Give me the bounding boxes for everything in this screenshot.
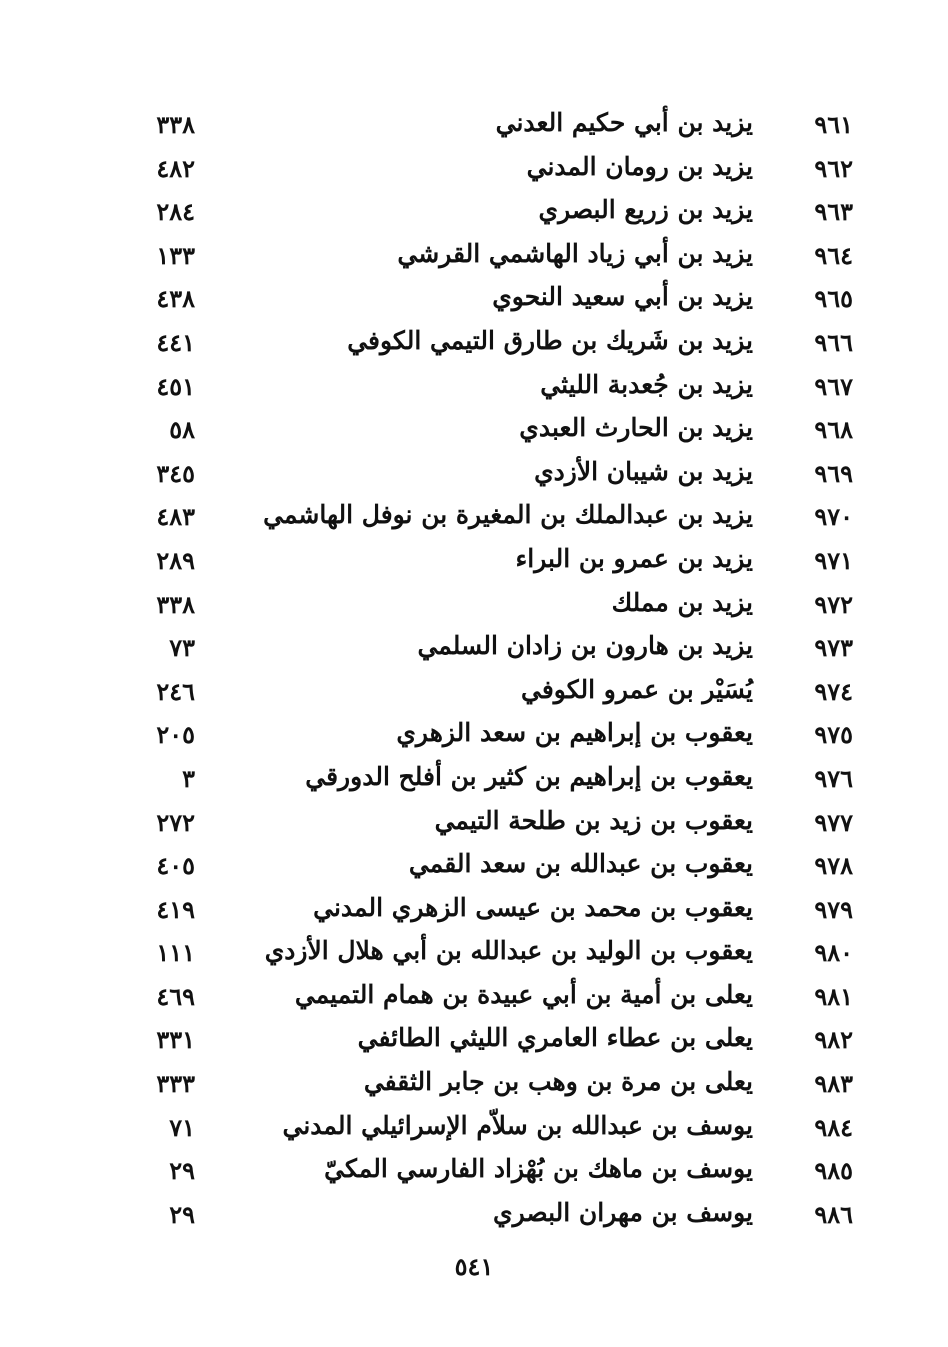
entry-name: يوسف بن ماهك بن بُهْزاد الفارسي المكيّ [324, 1154, 753, 1184]
list-item [0, 758, 948, 802]
entry-number: ٩٨٠ [814, 938, 853, 968]
list-item [0, 845, 948, 889]
entry-name: يزيد بن عبدالملك بن المغيرة بن نوفل الهاشمي [263, 500, 753, 530]
list-item [0, 322, 948, 366]
entry-page: ١٣٣ [156, 240, 195, 270]
entry-name: يزيد بن هارون بن زادان السلمي [417, 631, 753, 661]
list-item [0, 540, 948, 584]
entry-page: ٣٣٨ [156, 110, 195, 139]
entry-name: يعلى بن أمية بن أبي عبيدة بن همام التميمي [294, 979, 753, 1009]
index-list [0, 104, 948, 1237]
list-item [0, 235, 948, 279]
entry-number: ٩٦٤ [814, 240, 853, 270]
list-item [0, 104, 948, 148]
entry-page: ٤٨٢ [156, 153, 195, 183]
list-item [0, 627, 948, 671]
entry-number: ٩٧٩ [814, 894, 853, 924]
entry-name: يوسف بن عبدالله بن سلاّم الإسرائيلي المدني [282, 1110, 753, 1140]
entry-number: ٩٧٧ [814, 807, 853, 837]
entry-number: ٩٦٢ [814, 153, 853, 183]
entry-number: ٩٨١ [814, 981, 853, 1011]
entry-name: يعقوب بن زيد بن طلحة التيمي [434, 805, 753, 835]
list-item [0, 584, 948, 628]
list-item [0, 409, 948, 453]
entry-name: يزيد بن عمرو بن البراء [515, 543, 753, 573]
list-item [0, 802, 948, 846]
entry-page: ٢٠٥ [156, 720, 195, 750]
entry-name: يعقوب بن عبدالله بن سعد القمي [408, 849, 753, 879]
entry-page: ٤٥١ [156, 371, 195, 401]
entry-name: يزيد بن شَريك بن طارق التيمي الكوفي [347, 325, 753, 355]
entry-name: يزيد بن أبي سعيد النحوي [492, 282, 753, 312]
entry-page: ٢٨٤ [156, 197, 195, 227]
entry-number: ٩٦٧ [814, 371, 853, 401]
entry-number: ٩٧٠ [814, 502, 853, 532]
list-item [0, 1194, 948, 1238]
entry-page: ٧١ [169, 1112, 195, 1142]
list-item [0, 191, 948, 235]
entry-number: ٩٧٨ [814, 851, 853, 881]
entry-page: ٤٨٣ [156, 502, 195, 532]
entry-name: يعلى بن مرة بن وهب بن جابر الثقفي [363, 1067, 753, 1097]
entry-page: ٧٣ [169, 633, 195, 663]
list-item [0, 889, 948, 933]
list-item [0, 278, 948, 322]
entry-page: ٣٤٥ [156, 458, 195, 488]
entry-name: يُسَيْر بن عمرو الكوفي [520, 674, 753, 704]
list-item [0, 1019, 948, 1063]
list-item [0, 1063, 948, 1107]
entry-page: ٤٤١ [156, 327, 195, 357]
entry-name: يعلى بن عطاء العامري الليثي الطائفي [357, 1023, 753, 1053]
entry-name: يعقوب بن إبراهيم بن سعد الزهري [396, 718, 753, 748]
entry-page: ٢٨٩ [156, 545, 195, 575]
entry-page: ٤١٩ [156, 894, 195, 924]
list-item [0, 932, 948, 976]
entry-number: ٩٨٥ [814, 1156, 853, 1186]
entry-number: ٩٨٤ [814, 1112, 853, 1142]
entry-name: يزيد بن أبي زياد الهاشمي القرشي [397, 238, 753, 268]
entry-number: ٩٧٥ [814, 720, 853, 750]
entry-name: يزيد بن شيبان الأزدي [534, 456, 753, 486]
entry-page: ٤٠٥ [156, 851, 195, 881]
entry-number: ٩٧٢ [814, 589, 853, 619]
entry-page: ٣٣١ [156, 1025, 195, 1055]
list-item [0, 148, 948, 192]
entry-number: ٩٦٣ [814, 197, 853, 227]
entry-name: يعقوب بن الوليد بن عبدالله بن أبي هلال الأزدي [264, 936, 753, 966]
entry-page: ٣٣٨ [156, 589, 195, 619]
list-item [0, 671, 948, 715]
entry-page: ٢٤٦ [156, 676, 195, 706]
list-item [0, 714, 948, 758]
entry-number: ٩٧٦ [814, 763, 853, 793]
entry-page: ٣٣٣ [156, 1069, 195, 1099]
entry-page: ٥٨ [169, 415, 195, 445]
entry-name: يزيد بن الحارث العبدي [519, 413, 753, 443]
entry-name: يزيد بن زريع البصري [538, 195, 753, 225]
entry-number: ٩٦٩ [814, 458, 853, 488]
entry-number: ٩٦٨ [814, 415, 853, 445]
entry-number: ٩٧١ [814, 545, 853, 575]
entry-page: ٣ [182, 763, 195, 793]
entry-name: يزيد بن أبي حكيم العدني [495, 108, 753, 137]
entry-name: يزيد بن جُعدبة الليثي [540, 369, 753, 399]
entry-page: ٢٧٢ [156, 807, 195, 837]
entry-name: يوسف بن مهران البصري [493, 1197, 753, 1227]
entry-page: ٤٦٩ [156, 981, 195, 1011]
list-item [0, 1150, 948, 1194]
entry-number: ٩٨٢ [814, 1025, 853, 1055]
entry-name: يعقوب بن محمد بن عيسى الزهري المدني [313, 892, 753, 922]
entry-number: ٩٦١ [814, 110, 853, 139]
list-item [0, 1107, 948, 1151]
entry-number: ٩٧٣ [814, 633, 853, 663]
entry-page: ٢٩ [169, 1199, 195, 1229]
entry-page: ١١١ [156, 938, 195, 968]
list-item [0, 976, 948, 1020]
entry-page: ٢٩ [169, 1156, 195, 1186]
entry-name: يعقوب بن إبراهيم بن كثير بن أفلح الدورقي [305, 761, 753, 791]
entry-page: ٤٣٨ [156, 284, 195, 314]
entry-number: ٩٧٤ [814, 676, 853, 706]
list-item [0, 496, 948, 540]
page-number: ٥٤١ [454, 1252, 494, 1281]
entry-number: ٩٨٦ [814, 1199, 853, 1229]
list-item [0, 366, 948, 410]
list-item [0, 453, 948, 497]
entry-number: ٩٦٦ [814, 327, 853, 357]
entry-number: ٩٨٣ [814, 1069, 853, 1099]
entry-name: يزيد بن رومان المدني [526, 151, 753, 181]
entry-name: يزيد بن مملك [611, 587, 753, 617]
entry-number: ٩٦٥ [814, 284, 853, 314]
